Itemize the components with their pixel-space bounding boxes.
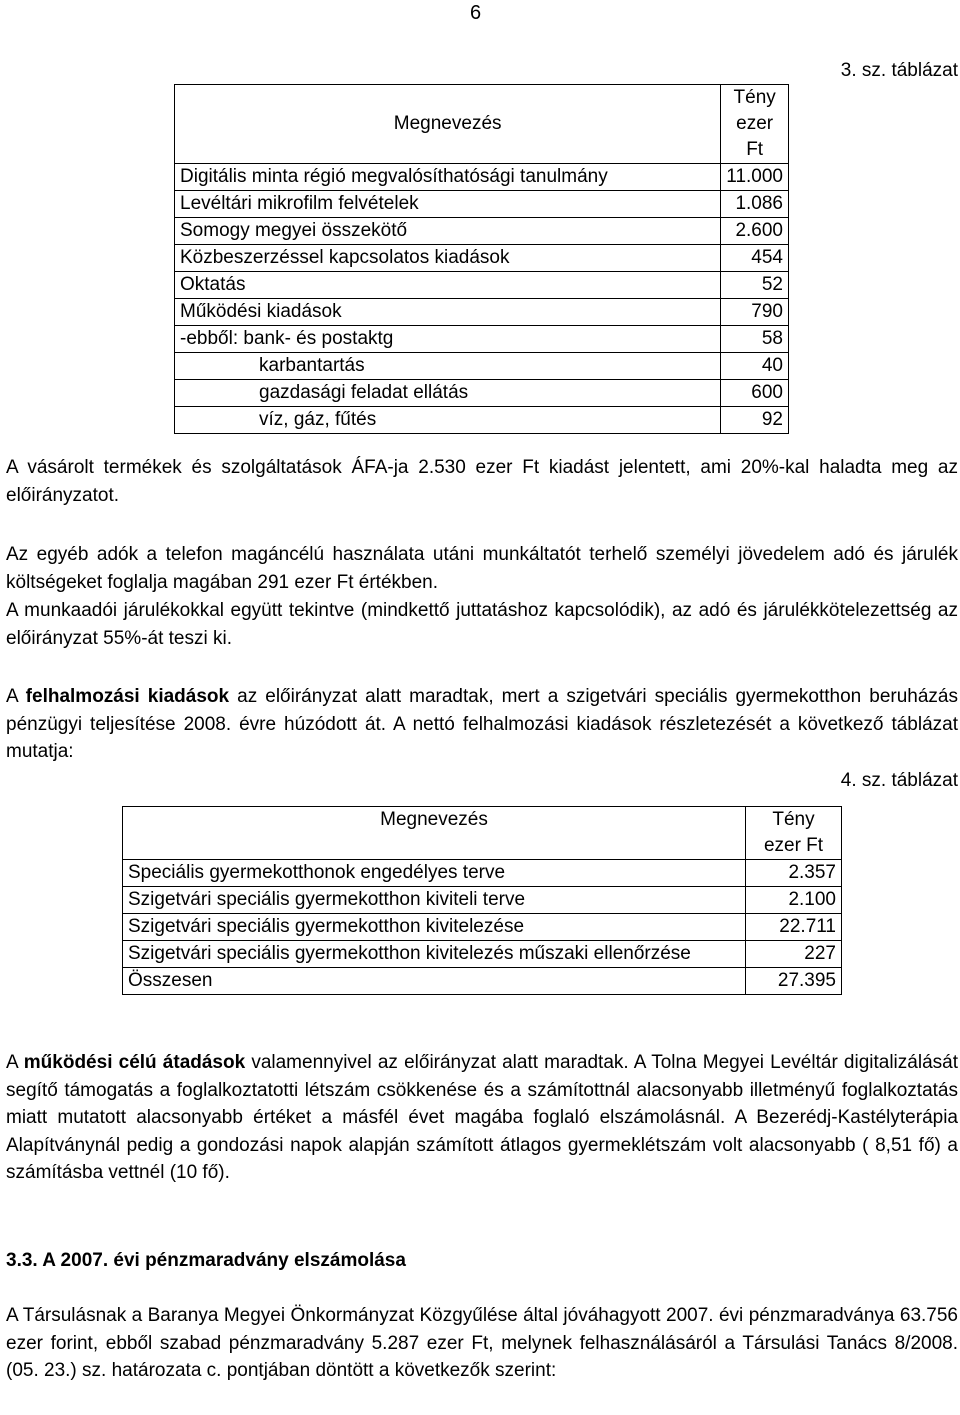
paragraph-text: valamennyivel az előirányzat alatt maradtak. A Tolna Megyei Levéltár digitalizálását segítő támogatás a foglalkoztatotti létszám csökkenése és a számítottnál alacsonyabb illetményű foglalkoztatás miatt mutatott alacsonyabb értéket a másfél évet magába foglaló elszámolásnál. A Bezerédj-Kastélyterápia Alapítványnál pedig a gondozási napok alapján számított átlagos gyermeklétszám volt alacsonyabb ( 8,51 fő) a számításba vettnél (10 fő).: [6, 1052, 958, 1183]
paragraph-mukodesi-celu-atadasok: [6, 1049, 958, 1187]
page-number: 6: [470, 2, 482, 24]
table-3: [174, 84, 789, 434]
row-value: 454: [721, 245, 789, 272]
column-header-name: Megnevezés: [123, 807, 746, 860]
row-name: Működési kiadások: [175, 299, 721, 326]
table-row: [123, 887, 842, 914]
table-3-caption: 3. sz. táblázat: [840, 60, 958, 81]
row-value: 790: [721, 299, 789, 326]
column-header-value-line1: Tény: [772, 809, 815, 830]
table-row: [175, 272, 789, 299]
table-row: [123, 860, 842, 887]
row-name: Speciális gyermekotthonok engedélyes terve: [123, 860, 746, 887]
table-row: [175, 407, 789, 434]
row-name: Összesen: [123, 968, 746, 995]
row-name: víz, gáz, fűtés: [175, 407, 721, 434]
column-header-value: [746, 807, 842, 860]
table-row: [175, 218, 789, 245]
table-header: [123, 807, 842, 860]
section-heading: 3.3. A 2007. évi pénzmaradvány elszámolása: [6, 1250, 406, 1271]
row-value: 1.086: [721, 191, 789, 218]
column-header-value-line2: ezer Ft: [763, 835, 824, 856]
row-value: 22.711: [746, 914, 842, 941]
row-value: 92: [721, 407, 789, 434]
table-row: [175, 164, 789, 191]
paragraph-text: A: [6, 1052, 24, 1073]
row-name: gazdasági feladat ellátás: [175, 380, 721, 407]
row-value: 40: [721, 353, 789, 380]
row-value: 58: [721, 326, 789, 353]
table-header: [175, 85, 789, 164]
row-name: karbantartás: [175, 353, 721, 380]
table-row: [123, 914, 842, 941]
row-value: 600: [721, 380, 789, 407]
row-value: 2.600: [721, 218, 789, 245]
row-value: 2.100: [746, 887, 842, 914]
table-4-caption: 4. sz. táblázat: [840, 770, 958, 791]
column-header-value-line1: Tény: [733, 87, 776, 108]
row-name: Somogy megyei összekötő: [175, 218, 721, 245]
table-row: [123, 941, 842, 968]
table-row: [175, 326, 789, 353]
table-row: [175, 380, 789, 407]
table-row: [175, 353, 789, 380]
paragraph-penzmaradvany: A Társulásnak a Baranya Megyei Önkormányzat Közgyűlése által jóváhagyott 2007. évi pénzmaradványa 63.756 ezer forint, ebből szabad pénzmaradvány 5.287 ezer Ft, melynek felhasználásáról a Társulási Tanács 8/2008. (05. 23.) sz. határozata c. pontjában döntött a következők szerint:: [6, 1305, 958, 1381]
paragraph-afa: A vásárolt termékek és szolgáltatások ÁFA-ja 2.530 ezer Ft kiadást jelentett, ami 20%-kal haladta meg az előirányzatot.: [6, 457, 958, 506]
table-row: [175, 245, 789, 272]
row-value: 227: [746, 941, 842, 968]
row-name: Digitális minta régió megvalósíthatósági tanulmány: [175, 164, 721, 191]
table-row: [175, 191, 789, 218]
row-name: Oktatás: [175, 272, 721, 299]
row-value: 52: [721, 272, 789, 299]
paragraph-text: az előirányzat alatt maradtak, mert a szigetvári speciális gyermekotthon beruházás pénzügyi teljesítése 2008. évre húzódott át. A nettó felhalmozási kiadások részletezését a következő táblázat mutatja:: [6, 686, 958, 762]
bold-term: felhalmozási kiadások: [25, 686, 230, 707]
row-value: 27.395: [746, 968, 842, 995]
column-header-value-line2: ezer Ft: [736, 113, 774, 160]
table-row: [123, 968, 842, 995]
row-value: 11.000: [721, 164, 789, 191]
table-4: [122, 806, 842, 995]
paragraph-text: A: [6, 686, 26, 707]
row-name: Szigetvári speciális gyermekotthon kiviteli terve: [123, 887, 746, 914]
row-name: Szigetvári speciális gyermekotthon kivitelezése: [123, 914, 746, 941]
row-name: -ebből: bank- és postaktg: [175, 326, 721, 353]
paragraph-felhalmozasi-kiadasok: [6, 683, 958, 766]
row-name: Közbeszerzéssel kapcsolatos kiadások: [175, 245, 721, 272]
row-name: Levéltári mikrofilm felvételek: [175, 191, 721, 218]
bold-term: működési célú átadások: [23, 1052, 246, 1073]
row-value: 2.357: [746, 860, 842, 887]
paragraph-egyeb-adok: Az egyéb adók a telefon magáncélú használata utáni munkáltatót terhelő személyi jövedelem adó és járulék költségeket foglalja magában 291 ezer Ft értékben.: [6, 544, 958, 593]
row-name: Szigetvári speciális gyermekotthon kivitelezés műszaki ellenőrzése: [123, 941, 746, 968]
column-header-name: Megnevezés: [175, 85, 721, 164]
column-header-value: [721, 85, 789, 164]
paragraph-munkaadoi-jarulekok: A munkaadói járulékokkal együtt tekintve (mindkettő juttatáshoz kapcsolódik), az adó és járulékkötelezettség az előirányzat 55%-át teszi ki.: [6, 600, 958, 649]
table-row: [175, 299, 789, 326]
